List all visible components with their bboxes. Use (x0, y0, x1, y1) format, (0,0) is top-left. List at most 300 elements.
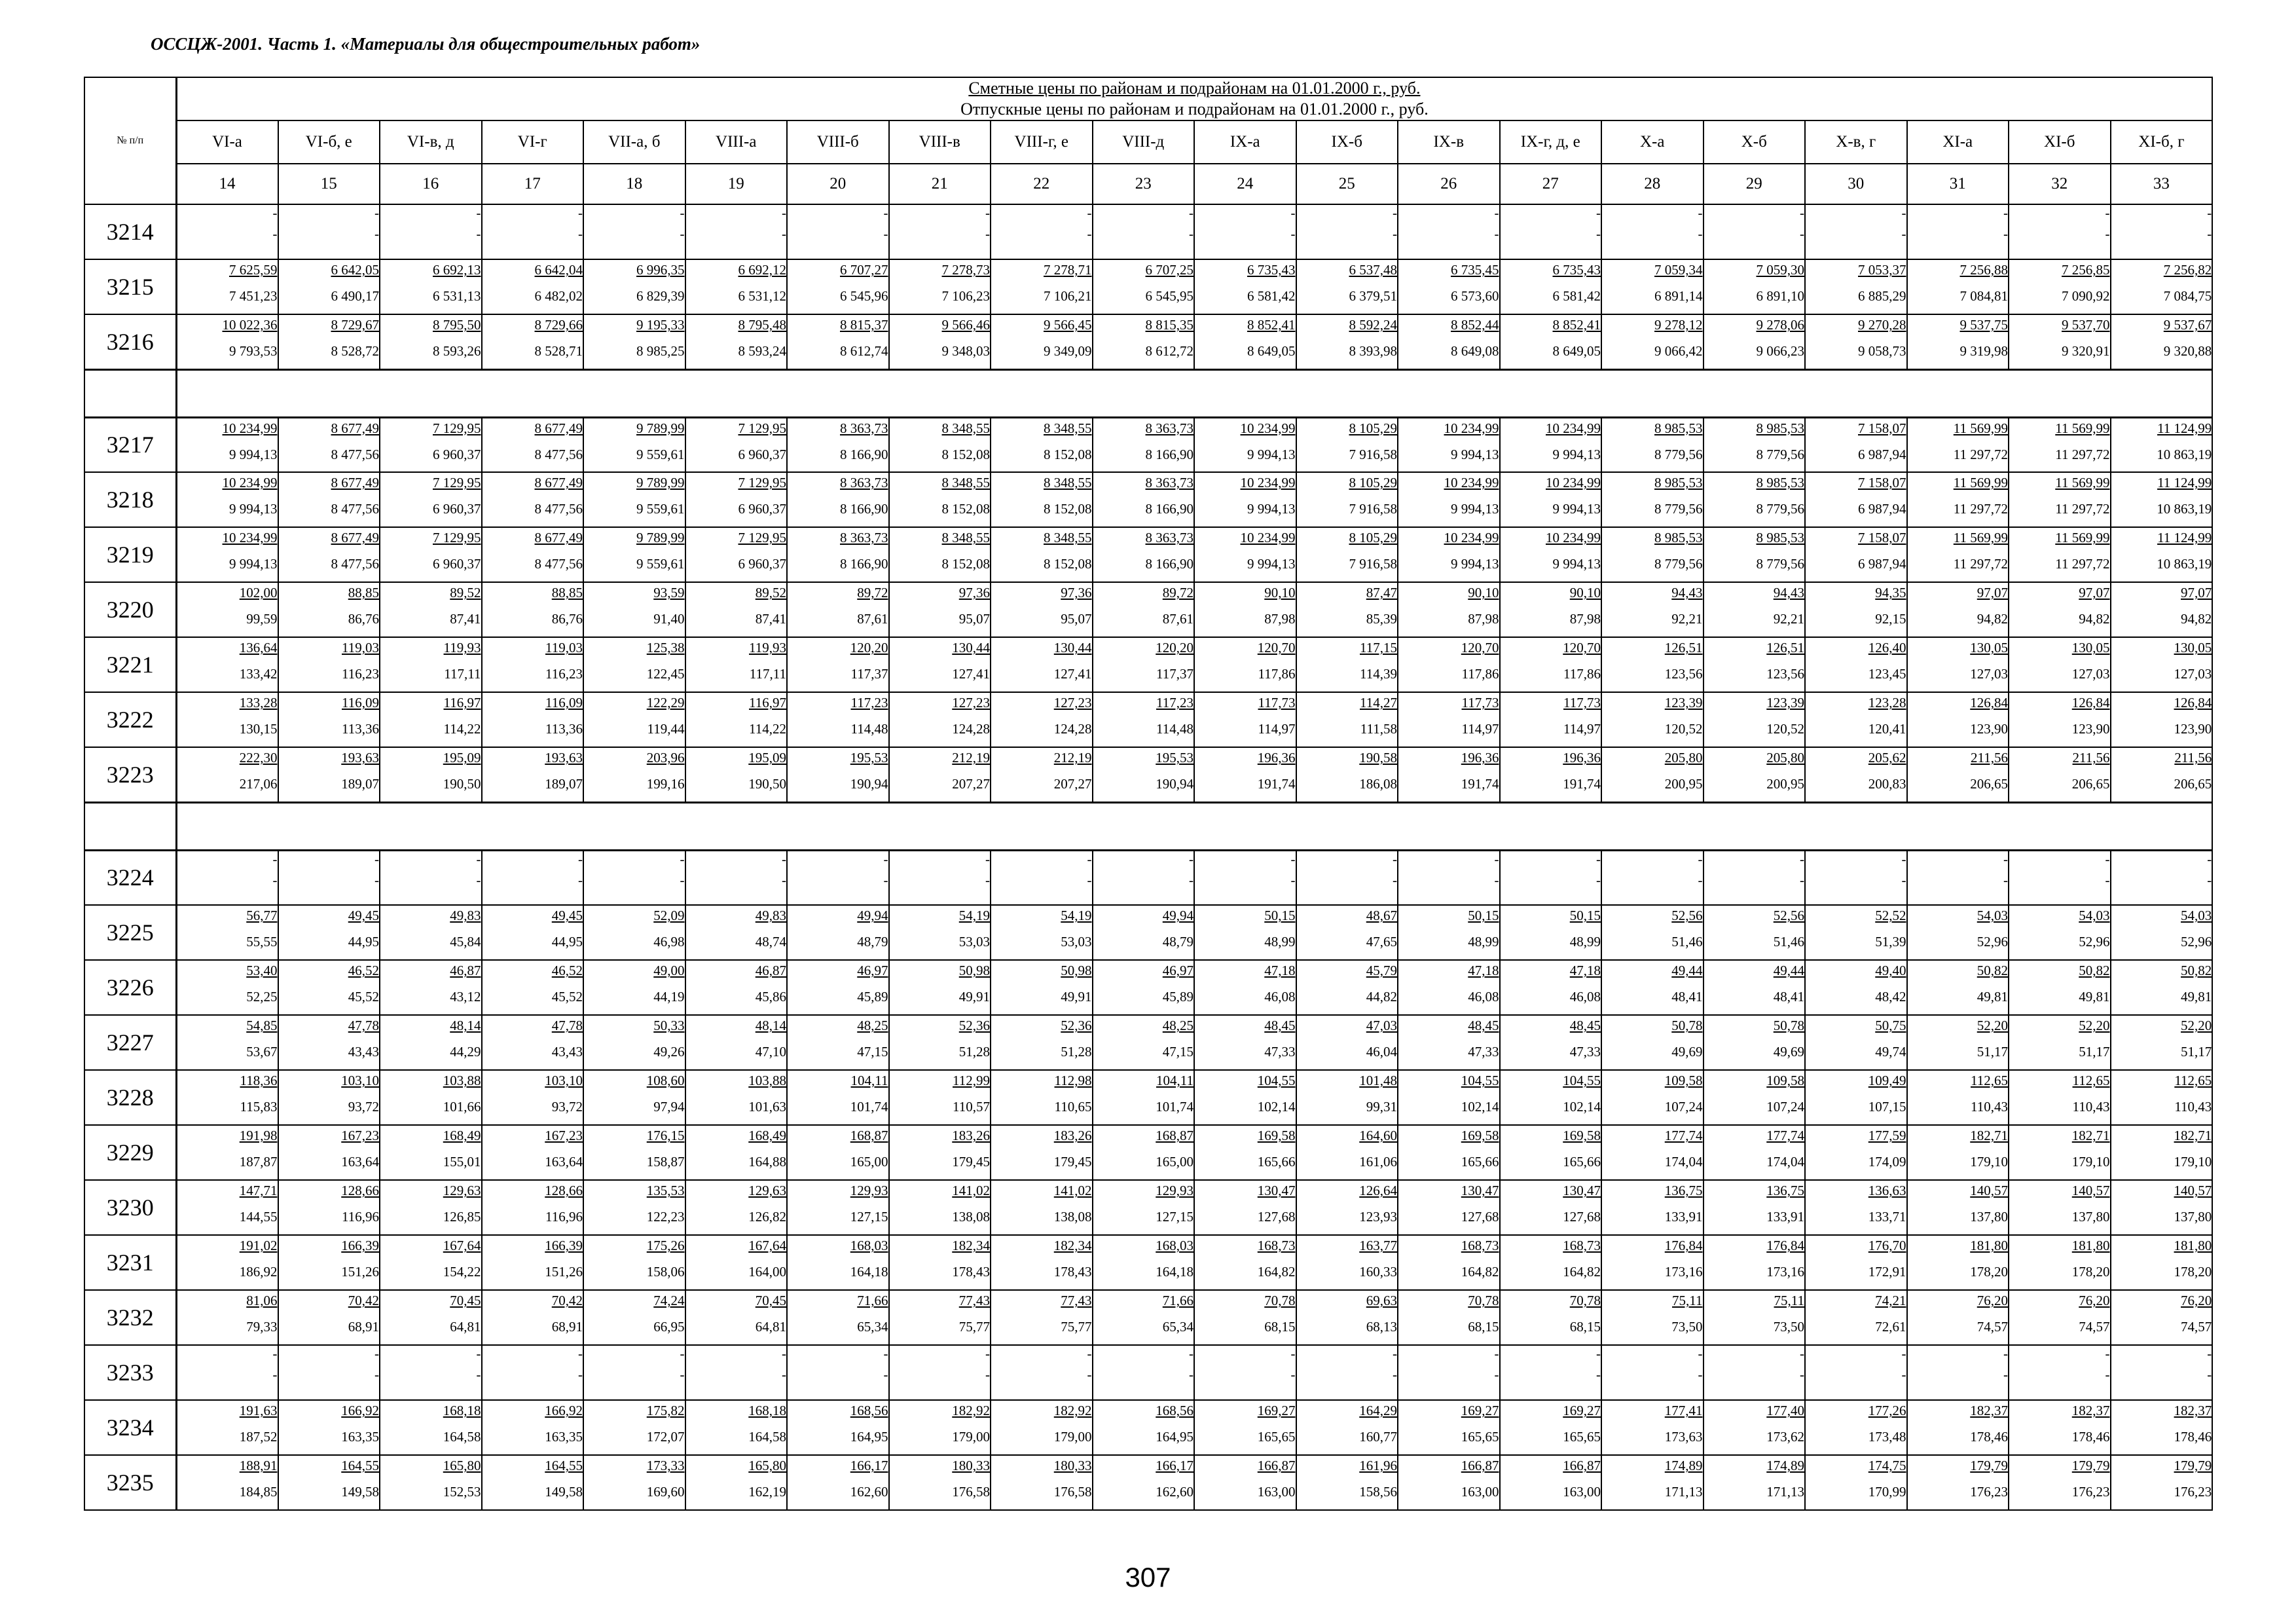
price-cell (1500, 1400, 1602, 1455)
empty-dash: - (476, 226, 481, 242)
empty-dash: - (1800, 851, 1804, 867)
release-price: 6 531,12 (738, 288, 786, 304)
price-cell (991, 1235, 1093, 1290)
price-cell (1907, 747, 2009, 802)
estimated-price: 50,82 (1977, 963, 2008, 978)
price-cell (583, 314, 685, 369)
release-price: 9 994,13 (1247, 556, 1296, 572)
price-cell (1601, 417, 1704, 472)
empty-dash: - (883, 226, 888, 242)
release-price: 164,00 (748, 1264, 786, 1280)
release-price: 86,76 (348, 611, 379, 627)
release-price: 160,77 (1359, 1429, 1397, 1445)
empty-dash: - (1494, 1367, 1499, 1382)
estimated-price: 94,35 (1875, 585, 1906, 600)
release-price: 101,66 (443, 1099, 481, 1115)
empty-dash: - (1800, 226, 1804, 242)
release-price: 95,07 (1061, 611, 1092, 627)
price-cell (889, 417, 991, 472)
price-cell (2009, 905, 2111, 960)
release-price: 165,65 (1257, 1429, 1296, 1445)
empty-dash: - (985, 851, 990, 867)
price-cell (482, 1345, 584, 1400)
column-number: 15 (278, 164, 380, 204)
release-price: 52,96 (2079, 934, 2110, 950)
release-price: 7 084,81 (1959, 288, 2008, 304)
estimated-price: 8 105,29 (1349, 530, 1397, 545)
estimated-price: 129,93 (850, 1183, 888, 1198)
estimated-price: 130,05 (2071, 640, 2110, 655)
estimated-price: 128,66 (341, 1183, 379, 1198)
price-cell (2009, 1235, 2111, 1290)
estimated-price: 9 566,46 (941, 317, 990, 333)
price-cell (1805, 259, 1907, 314)
price-cell (1500, 960, 1602, 1015)
region-header: VI-г (482, 120, 584, 164)
estimated-price: 77,43 (958, 1293, 990, 1308)
table-row (84, 527, 2212, 582)
estimated-price: 48,14 (450, 1018, 481, 1033)
empty-dash: - (1800, 205, 1804, 221)
release-price: 52,96 (2181, 934, 2212, 950)
estimated-price: 9 789,99 (636, 475, 685, 490)
release-price: 117,86 (1258, 666, 1296, 682)
price-cell (278, 1290, 380, 1345)
estimated-price: 50,78 (1773, 1018, 1804, 1033)
price-cell (1296, 527, 1398, 582)
estimated-price: 180,33 (952, 1458, 990, 1473)
row-number: 3229 (84, 1125, 176, 1180)
release-price: 102,14 (1563, 1099, 1601, 1115)
estimated-price: 167,23 (545, 1128, 583, 1143)
price-cell (1805, 204, 1907, 259)
estimated-price: 167,64 (748, 1238, 786, 1253)
estimated-price: 9 537,75 (1959, 317, 2008, 333)
estimated-price: 141,02 (952, 1183, 990, 1198)
price-cell (1500, 1235, 1602, 1290)
estimated-price: 54,03 (2079, 908, 2110, 923)
price-cell (278, 417, 380, 472)
price-cell (482, 1125, 584, 1180)
empty-dash: - (782, 851, 786, 867)
region-header: XI-а (1907, 120, 2009, 164)
price-cell (2009, 747, 2111, 802)
release-price: 45,84 (450, 934, 481, 950)
estimated-price: 168,49 (748, 1128, 786, 1143)
price-cell (2009, 1015, 2111, 1070)
price-cell (685, 1290, 788, 1345)
region-header-row (84, 120, 2212, 164)
estimated-price: 49,83 (450, 908, 481, 923)
region-header: VII-а, б (583, 120, 685, 164)
release-price: 164,82 (1563, 1264, 1601, 1280)
estimated-price: 10 234,99 (1240, 530, 1296, 545)
release-price: 102,14 (1461, 1099, 1499, 1115)
estimated-price: 6 692,13 (433, 262, 481, 278)
estimated-price: 7 129,95 (738, 530, 786, 545)
estimated-price: 70,42 (348, 1293, 379, 1308)
price-cell (1398, 1070, 1500, 1125)
release-price: 45,89 (857, 989, 888, 1005)
price-cell (787, 527, 889, 582)
column-number: 27 (1500, 164, 1602, 204)
release-price: 171,13 (1664, 1484, 1703, 1500)
estimated-price: 130,44 (1053, 640, 1092, 655)
estimated-price: 181,80 (2071, 1238, 2110, 1253)
estimated-price: 93,59 (653, 585, 685, 600)
price-cell (1296, 1180, 1398, 1235)
price-cell (1601, 582, 1704, 637)
estimated-price: 49,44 (1671, 963, 1703, 978)
release-price: 87,98 (1264, 611, 1296, 627)
price-cell (1398, 1235, 1500, 1290)
estimated-price: 136,64 (239, 640, 278, 655)
release-price: 7 451,23 (229, 288, 278, 304)
release-price: 127,41 (1053, 666, 1092, 682)
price-cell (2009, 1070, 2111, 1125)
release-price: 91,40 (653, 611, 685, 627)
release-price: 6 960,37 (433, 501, 481, 517)
price-cell (1601, 960, 1704, 1015)
estimated-price: 122,29 (646, 695, 685, 710)
price-cell (889, 472, 991, 527)
price-cell (991, 1345, 1093, 1400)
estimated-price: 168,18 (748, 1403, 786, 1418)
price-cell (380, 417, 482, 472)
price-cell (787, 692, 889, 747)
price-cell (1601, 314, 1704, 369)
price-cell (1907, 1400, 2009, 1455)
price-cell (2111, 692, 2213, 747)
estimated-price: 7 129,95 (433, 420, 481, 436)
estimated-price: 161,96 (1359, 1458, 1397, 1473)
price-cell (1093, 527, 1195, 582)
empty-dash: - (272, 226, 278, 242)
price-cell (1093, 1400, 1195, 1455)
price-cell (176, 850, 278, 905)
estimated-price: 168,73 (1461, 1238, 1499, 1253)
release-price: 9 994,13 (1552, 556, 1601, 572)
estimated-price: 126,84 (1970, 695, 2008, 710)
row-number: 3226 (84, 960, 176, 1015)
price-cell (380, 692, 482, 747)
price-cell (1398, 204, 1500, 259)
row-number: 3220 (84, 582, 176, 637)
estimated-price: 136,75 (1664, 1183, 1703, 1198)
table-row (84, 747, 2212, 802)
empty-dash: - (2207, 205, 2212, 221)
price-cell (1093, 1345, 1195, 1400)
price-cell (1093, 1455, 1195, 1510)
price-cell (1500, 905, 1602, 960)
release-price: 68,13 (1366, 1319, 1397, 1335)
price-cell (2111, 1400, 2213, 1455)
table-row (84, 692, 2212, 747)
estimated-price: 6 642,05 (331, 262, 379, 278)
price-cell (278, 259, 380, 314)
empty-dash: - (2207, 226, 2212, 242)
price-cell (1398, 747, 1500, 802)
release-price: 190,50 (748, 776, 786, 792)
release-price: 8 985,25 (636, 343, 685, 359)
price-cell (1296, 314, 1398, 369)
estimated-price: 7 053,37 (1858, 262, 1906, 278)
release-price: 49,91 (958, 989, 990, 1005)
estimated-price: 126,51 (1664, 640, 1703, 655)
estimated-price: 9 278,06 (1756, 317, 1804, 333)
release-price: 8 649,08 (1451, 343, 1499, 359)
estimated-price: 8 852,41 (1247, 317, 1296, 333)
release-price: 165,65 (1461, 1429, 1499, 1445)
price-cell (2009, 1290, 2111, 1345)
release-price: 6 482,02 (534, 288, 583, 304)
release-price: 11 297,72 (1953, 556, 2008, 572)
estimated-price: 7 256,88 (1959, 262, 2008, 278)
estimated-price: 117,73 (1461, 695, 1499, 710)
price-cell (2111, 637, 2213, 692)
release-price: 127,68 (1257, 1209, 1296, 1225)
release-price: 8 779,56 (1756, 446, 1804, 462)
price-cell (176, 204, 278, 259)
table-row (84, 905, 2212, 960)
release-price: 7 084,75 (2163, 288, 2212, 304)
price-cell (278, 204, 380, 259)
estimated-price: 182,37 (2174, 1403, 2212, 1418)
release-price: 92,15 (1875, 611, 1906, 627)
price-cell (1704, 472, 1806, 527)
estimated-price: 104,11 (1156, 1073, 1194, 1088)
price-cell (583, 527, 685, 582)
price-cell (787, 582, 889, 637)
estimated-price: 182,37 (1970, 1403, 2008, 1418)
price-cell (991, 472, 1093, 527)
release-price: 51,17 (2079, 1044, 2110, 1060)
release-price: 48,41 (1671, 989, 1703, 1005)
estimated-price: 8 985,53 (1756, 420, 1804, 436)
estimated-price: 8 363,73 (840, 475, 888, 490)
release-price: 154,22 (443, 1264, 481, 1280)
price-cell (1805, 314, 1907, 369)
release-price: 191,74 (1461, 776, 1499, 792)
empty-dash: - (2003, 1346, 2008, 1361)
release-price: 124,28 (1053, 721, 1092, 737)
estimated-price: 175,82 (646, 1403, 685, 1418)
price-cell (1398, 1455, 1500, 1510)
release-price: 53,03 (958, 934, 990, 950)
estimated-prices-title: Сметные цены по районам и подрайонам на 01.01.2000 г., руб. (968, 79, 1421, 98)
release-price: 127,41 (952, 666, 990, 682)
release-price: 6 987,94 (1858, 556, 1906, 572)
release-price: 178,20 (1970, 1264, 2008, 1280)
table-row (84, 850, 2212, 905)
release-price: 101,74 (1156, 1099, 1194, 1115)
estimated-price: 8 348,55 (941, 530, 990, 545)
price-cell (1704, 637, 1806, 692)
price-cell (1704, 1455, 1806, 1510)
empty-dash: - (2105, 872, 2110, 888)
release-price: 155,01 (443, 1154, 481, 1170)
release-price: 173,63 (1664, 1429, 1703, 1445)
price-cell (685, 905, 788, 960)
price-cell (1907, 259, 2009, 314)
empty-dash: - (1901, 226, 1906, 242)
empty-dash: - (680, 226, 685, 242)
estimated-price: 182,92 (952, 1403, 990, 1418)
price-cell (1704, 1015, 1806, 1070)
price-cell (889, 204, 991, 259)
row-number: 3219 (84, 527, 176, 582)
price-cell (787, 1290, 889, 1345)
empty-dash: - (374, 872, 379, 888)
region-header: X-а (1601, 120, 1704, 164)
estimated-price: 81,06 (246, 1293, 278, 1308)
price-cell (1704, 582, 1806, 637)
estimated-price: 147,71 (239, 1183, 278, 1198)
price-cell (2111, 259, 2213, 314)
empty-dash: - (2105, 226, 2110, 242)
estimated-price: 7 625,59 (229, 262, 278, 278)
estimated-price: 205,80 (1766, 750, 1804, 766)
release-price: 165,66 (1257, 1154, 1296, 1170)
estimated-price: 163,77 (1359, 1238, 1397, 1253)
release-price: 123,90 (1970, 721, 2008, 737)
release-price: 165,66 (1563, 1154, 1601, 1170)
price-cell (991, 204, 1093, 259)
estimated-price: 54,19 (1061, 908, 1092, 923)
release-price: 186,08 (1359, 776, 1397, 792)
price-cell (482, 259, 584, 314)
estimated-price: 8 852,44 (1451, 317, 1499, 333)
estimated-price: 182,37 (2071, 1403, 2110, 1418)
estimated-price: 7 129,95 (433, 475, 481, 490)
release-price: 165,00 (1156, 1154, 1194, 1170)
price-table (84, 77, 2213, 1511)
price-cell (1194, 637, 1296, 692)
estimated-price: 168,56 (1156, 1403, 1194, 1418)
price-cell (1704, 960, 1806, 1015)
price-cell (1194, 850, 1296, 905)
price-cell (1194, 747, 1296, 802)
price-cell (176, 1070, 278, 1125)
price-cell (278, 472, 380, 527)
estimated-price: 45,79 (1366, 963, 1397, 978)
estimated-price: 168,56 (850, 1403, 888, 1418)
estimated-price: 116,09 (545, 695, 583, 710)
release-price: 9 994,13 (1451, 446, 1499, 462)
price-cell (787, 417, 889, 472)
release-price: 163,00 (1257, 1484, 1296, 1500)
release-price: 51,28 (958, 1044, 990, 1060)
release-price: 172,07 (646, 1429, 685, 1445)
estimated-price: 173,33 (646, 1458, 685, 1473)
empty-dash: - (2003, 226, 2008, 242)
release-price: 68,15 (1468, 1319, 1499, 1335)
price-cell (889, 1180, 991, 1235)
estimated-price: 6 735,43 (1552, 262, 1601, 278)
release-price: 6 829,39 (636, 288, 685, 304)
release-price: 94,82 (2079, 611, 2110, 627)
price-cell (991, 1125, 1093, 1180)
estimated-price: 11 569,99 (2055, 475, 2110, 490)
estimated-price: 8 592,24 (1349, 317, 1397, 333)
empty-dash: - (1494, 226, 1499, 242)
release-price: 186,92 (239, 1264, 278, 1280)
estimated-price: 10 234,99 (222, 420, 278, 436)
estimated-price: 49,00 (653, 963, 685, 978)
estimated-price: 8 677,49 (331, 420, 379, 436)
estimated-price: 126,51 (1766, 640, 1804, 655)
empty-dash: - (476, 1367, 481, 1382)
release-price: 163,00 (1461, 1484, 1499, 1500)
price-cell (1601, 1180, 1704, 1235)
estimated-price: 117,73 (1258, 695, 1296, 710)
empty-dash: - (1901, 1346, 1906, 1361)
price-cell (278, 1180, 380, 1235)
estimated-price: 90,10 (1264, 585, 1296, 600)
price-cell (1704, 1180, 1806, 1235)
empty-dash: - (1189, 851, 1194, 867)
empty-dash: - (1901, 1367, 1906, 1382)
estimated-price: 76,20 (1977, 1293, 2008, 1308)
estimated-price: 8 985,53 (1756, 530, 1804, 545)
price-cell (1194, 1125, 1296, 1180)
estimated-price: 114,27 (1360, 695, 1397, 710)
empty-dash: - (1698, 872, 1703, 888)
release-price: 8 152,08 (1044, 501, 1092, 517)
price-cell (1704, 204, 1806, 259)
price-cell (1601, 637, 1704, 692)
price-cell (685, 692, 788, 747)
release-price: 162,60 (1156, 1484, 1194, 1500)
release-price: 114,97 (1258, 721, 1296, 737)
release-price: 6 545,95 (1145, 288, 1194, 304)
price-cell (380, 1455, 482, 1510)
empty-dash: - (985, 205, 990, 221)
empty-dash: - (1800, 1367, 1804, 1382)
release-price: 47,33 (1468, 1044, 1499, 1060)
estimated-price: 180,33 (1053, 1458, 1092, 1473)
release-price: 117,86 (1461, 666, 1499, 682)
empty-dash: - (2003, 1367, 2008, 1382)
empty-dash: - (1901, 851, 1906, 867)
price-cell (583, 1125, 685, 1180)
estimated-price: 179,79 (2174, 1458, 2212, 1473)
price-cell (1398, 960, 1500, 1015)
release-price: 6 960,37 (738, 501, 786, 517)
section-separator-cell (176, 802, 2212, 850)
price-cell (1398, 1180, 1500, 1235)
release-price: 95,07 (958, 611, 990, 627)
estimated-price: 168,03 (850, 1238, 888, 1253)
empty-dash: - (1189, 205, 1194, 221)
price-cell (583, 1235, 685, 1290)
empty-dash: - (680, 872, 685, 888)
price-cell (583, 417, 685, 472)
estimated-price: 168,87 (850, 1128, 888, 1143)
price-cell (1704, 692, 1806, 747)
price-cell (1601, 1235, 1704, 1290)
estimated-price: 89,72 (1162, 585, 1194, 600)
release-price: 8 393,98 (1349, 343, 1397, 359)
estimated-price: 119,03 (342, 640, 379, 655)
release-price: 44,95 (348, 934, 379, 950)
empty-dash: - (680, 1346, 685, 1361)
empty-dash: - (272, 851, 278, 867)
release-price: 187,52 (239, 1429, 278, 1445)
release-price: 94,82 (1977, 611, 2008, 627)
release-price: 8 477,56 (534, 501, 583, 517)
price-cell (583, 1400, 685, 1455)
